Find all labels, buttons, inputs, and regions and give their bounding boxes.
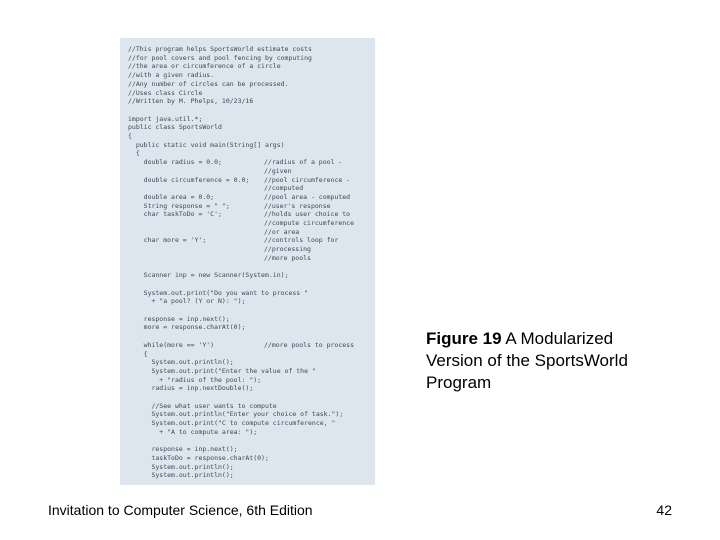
code-line: + "radius of the pool: "); [128,375,262,384]
code-line: while(more == 'Y') [128,340,215,349]
code-comment: //user's response [264,201,331,210]
code-comment: //more pools to process [264,340,355,349]
code-line: Scanner inp = new Scanner(System.in); [128,271,289,280]
code-comment: //processing [264,245,311,254]
code-line: public static void main(String[] args) [128,140,285,149]
code-line: //See what user wants to compute [128,401,277,410]
code-line: import java.util.*; [128,114,203,123]
code-line: char more = 'Y'; [128,236,207,245]
code-line: radius = inp.nextDouble(); [128,384,254,393]
code-line: double radius = 0.0; [128,158,222,167]
code-line: //This program helps SportsWorld estimate costs [128,45,312,53]
code-line: System.out.println(); [128,462,234,471]
code-line: { [128,149,140,158]
code-comment: //holds user choice to [264,210,351,219]
code-line: //Any number of circles can be processed. [128,79,289,88]
code-line: taskToDo = response.charAt(0); [128,453,269,462]
code-line: System.out.println(); [128,471,234,480]
figure-label: Figure 19 [426,329,502,348]
code-line: System.out.print("Enter the value of the " [128,366,316,375]
code-line: + "A to compute area: "); [128,427,258,436]
footer-book-title: Invitation to Computer Science, 6th Edition [48,502,313,518]
code-comment: //compute circumference [264,219,355,227]
code-comment: //given [264,166,292,175]
code-line: { [128,132,132,140]
code-comment: //computed [264,184,304,193]
code-line: //Uses class Circle [128,88,203,97]
code-line: System.out.print("Do you want to process " [128,288,309,297]
code-line: //for pool covers and pool fencing by computing [128,53,312,62]
code-line: { [128,349,148,358]
code-line: //the area or circumference of a circle [128,62,281,71]
code-line: more = response.charAt(0); [128,323,246,332]
code-line: double area = 0.0; [128,192,215,201]
figure-caption-text: A Modularized Version of the SportsWorld Program [426,329,628,392]
code-line: System.out.print("C to compute circumference, " [128,419,336,428]
page-number: 42 [656,502,672,518]
figure-caption [426,328,666,394]
code-line: System.out.println("Enter your choice of task."); [128,410,344,419]
code-line: char taskToDo = 'C'; [128,210,222,219]
code-comment: //or area [264,227,300,236]
code-comment: //more pools [264,253,311,262]
code-line: //with a given radius. [128,71,215,80]
code-line: response = inp.next(); [128,445,238,454]
code-comment: //controls loop for [264,236,339,245]
code-comment: //pool area - computed [264,192,351,201]
code-line: public class SportsWorld [128,123,222,132]
code-line: double circumference = 0.0; [128,175,250,184]
code-listing-panel [120,38,375,485]
code-line: //Written by M. Phelps, 10/23/16 [128,97,254,106]
code-comment: //pool circumference - [264,175,351,184]
code-line: response = inp.next(); [128,314,230,323]
code-line: String response = " "; [128,201,230,210]
code-line: System.out.println(); [128,358,234,367]
code-line: + "a pool? (Y or N): "); [128,297,246,306]
code-comment: //radius of a pool - [264,158,343,167]
